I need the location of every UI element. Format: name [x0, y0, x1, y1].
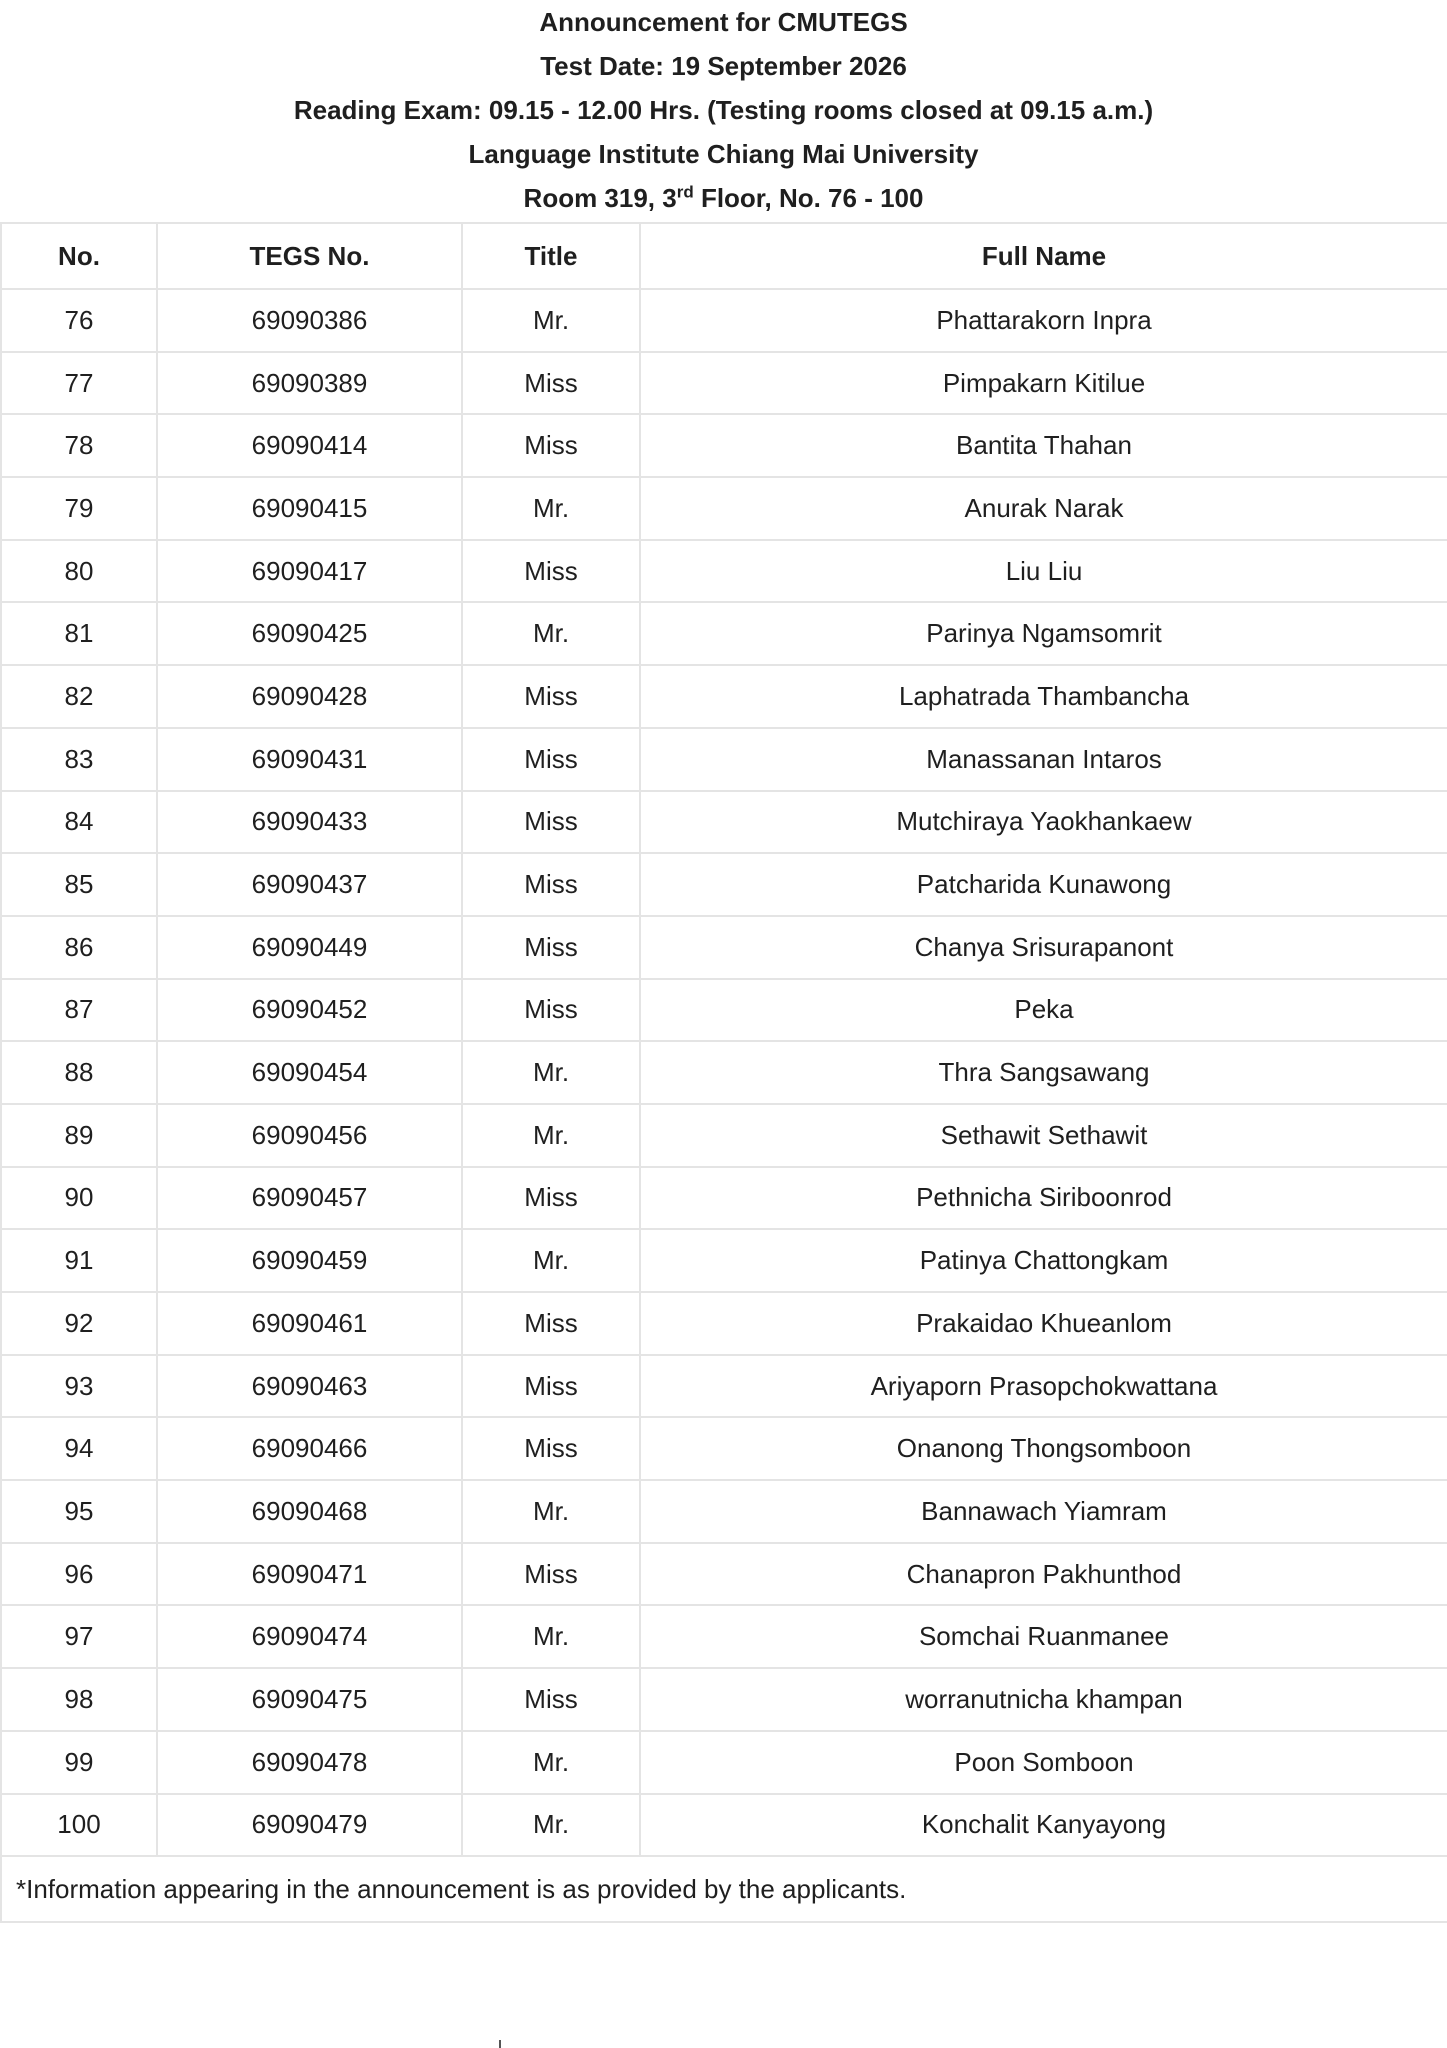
- row-tegs-no: 69090478: [157, 1731, 462, 1794]
- footnote-row: [1, 1856, 1447, 1922]
- row-tegs-no: 69090456: [157, 1104, 462, 1167]
- table-row: [1, 1480, 1447, 1543]
- row-no: 86: [1, 916, 157, 979]
- table-row: [1, 853, 1447, 916]
- table-row: [1, 352, 1447, 415]
- test-date: Test Date: 19 September 2026: [540, 51, 907, 81]
- row-no: 80: [1, 540, 157, 603]
- row-tegs-no: 69090471: [157, 1543, 462, 1606]
- row-full-name: Thra Sangsawang: [640, 1041, 1447, 1104]
- table-row: [1, 1167, 1447, 1230]
- table-row: [1, 477, 1447, 540]
- row-no: 92: [1, 1292, 157, 1355]
- row-tegs-no: 69090414: [157, 414, 462, 477]
- row-tegs-no: 69090468: [157, 1480, 462, 1543]
- row-tegs-no: 69090466: [157, 1417, 462, 1480]
- row-no: 78: [1, 414, 157, 477]
- floor-ordinal-suffix: rd: [676, 182, 694, 202]
- row-full-name: Anurak Narak: [640, 477, 1447, 540]
- table-row: [1, 1417, 1447, 1480]
- row-tegs-no: 69090417: [157, 540, 462, 603]
- table-header-row: [1, 223, 1447, 289]
- row-title: Mr.: [462, 1480, 640, 1543]
- room-info-main: Room 319, 3: [523, 183, 677, 213]
- row-tegs-no: 69090386: [157, 289, 462, 352]
- row-full-name: worranutnicha khampan: [640, 1668, 1447, 1731]
- row-full-name: Somchai Ruanmanee: [640, 1605, 1447, 1668]
- row-tegs-no: 69090431: [157, 728, 462, 791]
- row-tegs-no: 69090452: [157, 979, 462, 1042]
- table-row: [1, 1794, 1447, 1857]
- row-no: 81: [1, 602, 157, 665]
- room-info-range: Floor, No. 76 - 100: [693, 183, 924, 213]
- row-full-name: Pimpakarn Kitilue: [640, 352, 1447, 415]
- row-title: Miss: [462, 540, 640, 603]
- row-full-name: Manassanan Intaros: [640, 728, 1447, 791]
- table-row: [1, 1731, 1447, 1794]
- column-header-no: No.: [1, 223, 157, 289]
- column-header-title: Title: [462, 223, 640, 289]
- row-full-name: Pethnicha Siriboonrod: [640, 1167, 1447, 1230]
- row-title: Mr.: [462, 1731, 640, 1794]
- row-tegs-no: 69090474: [157, 1605, 462, 1668]
- row-full-name: Parinya Ngamsomrit: [640, 602, 1447, 665]
- table-row: [1, 602, 1447, 665]
- row-title: Mr.: [462, 602, 640, 665]
- row-title: Mr.: [462, 1605, 640, 1668]
- announcement-header: [0, 0, 1447, 220]
- row-full-name: Mutchiraya Yaokhankaew: [640, 791, 1447, 854]
- row-full-name: Konchalit Kanyayong: [640, 1794, 1447, 1857]
- row-title: Miss: [462, 1417, 640, 1480]
- page-edge-mark: [499, 2040, 501, 2048]
- row-title: Miss: [462, 791, 640, 854]
- row-title: Miss: [462, 1355, 640, 1418]
- row-no: 77: [1, 352, 157, 415]
- row-tegs-no: 69090433: [157, 791, 462, 854]
- row-tegs-no: 69090461: [157, 1292, 462, 1355]
- table-row: [1, 1292, 1447, 1355]
- row-title: Miss: [462, 414, 640, 477]
- column-header-full-name: Full Name: [640, 223, 1447, 289]
- table-row: [1, 916, 1447, 979]
- table-row: [1, 791, 1447, 854]
- table-row: [1, 1104, 1447, 1167]
- row-no: 90: [1, 1167, 157, 1230]
- row-tegs-no: 69090415: [157, 477, 462, 540]
- row-title: Miss: [462, 1543, 640, 1606]
- room-info: [0, 176, 1447, 220]
- row-title: Miss: [462, 1668, 640, 1731]
- row-no: 91: [1, 1229, 157, 1292]
- row-title: Miss: [462, 728, 640, 791]
- row-tegs-no: 69090463: [157, 1355, 462, 1418]
- table-row: [1, 979, 1447, 1042]
- row-no: 97: [1, 1605, 157, 1668]
- row-no: 88: [1, 1041, 157, 1104]
- row-no: 94: [1, 1417, 157, 1480]
- row-no: 79: [1, 477, 157, 540]
- row-title: Miss: [462, 979, 640, 1042]
- row-title: Mr.: [462, 289, 640, 352]
- row-title: Mr.: [462, 1794, 640, 1857]
- table-row: [1, 540, 1447, 603]
- table-row: [1, 1355, 1447, 1418]
- row-tegs-no: 69090449: [157, 916, 462, 979]
- row-no: 83: [1, 728, 157, 791]
- row-tegs-no: 69090437: [157, 853, 462, 916]
- table-row: [1, 728, 1447, 791]
- row-tegs-no: 69090475: [157, 1668, 462, 1731]
- row-title: Miss: [462, 853, 640, 916]
- row-no: 100: [1, 1794, 157, 1857]
- table-row: [1, 665, 1447, 728]
- row-full-name: Poon Somboon: [640, 1731, 1447, 1794]
- row-tegs-no: 69090454: [157, 1041, 462, 1104]
- row-tegs-no: 69090389: [157, 352, 462, 415]
- row-no: 82: [1, 665, 157, 728]
- row-tegs-no: 69090479: [157, 1794, 462, 1857]
- announcement-title: Announcement for CMUTEGS: [539, 7, 908, 37]
- row-full-name: Chanapron Pakhunthod: [640, 1543, 1447, 1606]
- row-no: 95: [1, 1480, 157, 1543]
- row-full-name: Liu Liu: [640, 540, 1447, 603]
- candidate-table: [0, 222, 1447, 1923]
- row-title: Miss: [462, 352, 640, 415]
- row-full-name: Laphatrada Thambancha: [640, 665, 1447, 728]
- footnote: *Information appearing in the announcement is as provided by the applicants.: [1, 1856, 1447, 1922]
- column-header-tegs-no: TEGS No.: [157, 223, 462, 289]
- row-full-name: Bannawach Yiamram: [640, 1480, 1447, 1543]
- table-row: [1, 1229, 1447, 1292]
- row-title: Mr.: [462, 1104, 640, 1167]
- row-no: 76: [1, 289, 157, 352]
- table-row: [1, 1543, 1447, 1606]
- row-full-name: Phattarakorn Inpra: [640, 289, 1447, 352]
- row-tegs-no: 69090428: [157, 665, 462, 728]
- row-tegs-no: 69090457: [157, 1167, 462, 1230]
- row-no: 87: [1, 979, 157, 1042]
- table-row: [1, 1605, 1447, 1668]
- row-full-name: Bantita Thahan: [640, 414, 1447, 477]
- exam-time: Reading Exam: 09.15 - 12.00 Hrs. (Testing rooms closed at 09.15 a.m.): [293, 95, 1154, 125]
- row-full-name: Chanya Srisurapanont: [640, 916, 1447, 979]
- row-no: 89: [1, 1104, 157, 1167]
- row-no: 98: [1, 1668, 157, 1731]
- table-row: [1, 1041, 1447, 1104]
- row-full-name: Peka: [640, 979, 1447, 1042]
- row-no: 93: [1, 1355, 157, 1418]
- row-tegs-no: 69090425: [157, 602, 462, 665]
- row-no: 96: [1, 1543, 157, 1606]
- row-title: Miss: [462, 1167, 640, 1230]
- row-no: 99: [1, 1731, 157, 1794]
- row-full-name: Prakaidao Khueanlom: [640, 1292, 1447, 1355]
- row-title: Miss: [462, 916, 640, 979]
- row-title: Miss: [462, 1292, 640, 1355]
- row-full-name: Ariyaporn Prasopchokwattana: [640, 1355, 1447, 1418]
- row-title: Miss: [462, 665, 640, 728]
- row-full-name: Patinya Chattongkam: [640, 1229, 1447, 1292]
- row-full-name: Sethawit Sethawit: [640, 1104, 1447, 1167]
- row-tegs-no: 69090459: [157, 1229, 462, 1292]
- table-row: [1, 414, 1447, 477]
- table-row: [1, 1668, 1447, 1731]
- table-row: [1, 289, 1447, 352]
- table-body: [1, 289, 1447, 1856]
- row-full-name: Patcharida Kunawong: [640, 853, 1447, 916]
- row-no: 85: [1, 853, 157, 916]
- row-title: Mr.: [462, 1229, 640, 1292]
- row-title: Mr.: [462, 477, 640, 540]
- row-full-name: Onanong Thongsomboon: [640, 1417, 1447, 1480]
- row-title: Mr.: [462, 1041, 640, 1104]
- row-no: 84: [1, 791, 157, 854]
- institute-name: Language Institute Chiang Mai University: [468, 139, 979, 169]
